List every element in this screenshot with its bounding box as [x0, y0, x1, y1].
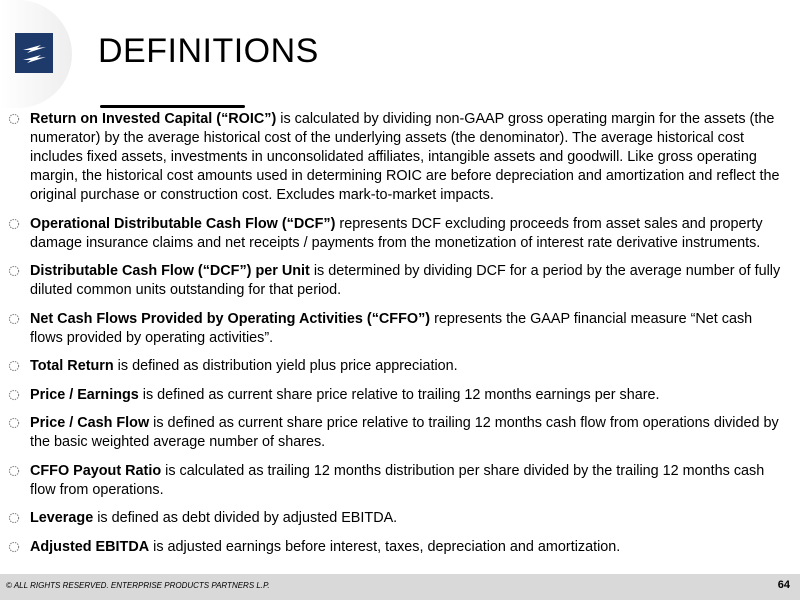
bullet-circle-icon [8, 360, 20, 372]
definition-term: CFFO Payout Ratio [30, 462, 162, 479]
definition-item [8, 310, 788, 348]
bullet-circle-icon [8, 313, 20, 325]
page-number: 64 [777, 579, 790, 591]
definition-text: is defined as current share price relative to trailing 12 months earnings per share. [138, 386, 660, 403]
definition-item [8, 509, 788, 528]
definition-text: is defined as current share price relative to trailing 12 months cash flow from operations divided by the basic weighted average number of shares. [30, 415, 779, 450]
copyright-notice: © ALL RIGHTS RESERVED. ENTERPRISE PRODUCTS PARTNERS L.P. [6, 581, 270, 590]
definition-item [8, 110, 788, 205]
bullet-circle-icon [8, 113, 20, 125]
definition-item [8, 262, 788, 300]
definition-term: Total Return [30, 358, 114, 374]
bullet-circle-icon [8, 465, 20, 477]
definition-term: Price / Earnings [30, 386, 139, 403]
definition-text: is defined as distribution yield plus price appreciation. [113, 358, 458, 374]
bullet-circle-icon [8, 417, 20, 429]
definition-item [8, 357, 788, 376]
definition-item [8, 414, 788, 452]
footer-bar [0, 574, 800, 600]
bullet-circle-icon [8, 389, 20, 401]
definition-term: Return on Invested Capital (“ROIC”) [30, 111, 277, 127]
definition-text: represents the GAAP financial measure “Net cash flows provided by operating activities”. [30, 310, 753, 346]
definition-item [8, 215, 788, 253]
definition-text: is calculated by dividing non-GAAP gross operating margin for the assets (the numerator) by the average historical cost of the underlying assets (the denominator). The average historical cost includes fixed assets, investments in unconsolidated affiliates, intangible assets and goodwill. Like gross operating margin, the historical cost amounts used in determining ROIC are before depreciation and amortization and reflect the original purchase or construction cost. Excludes mark-to-market impacts. [30, 111, 780, 203]
definition-item [8, 386, 788, 405]
title-underline [100, 105, 245, 108]
definition-term: Operational Distributable Cash Flow (“DCF”) [30, 215, 336, 232]
bullet-circle-icon [8, 218, 20, 230]
definition-text: is determined by dividing DCF for a period by the average number of fully diluted common units outstanding for that period. [30, 263, 781, 298]
definition-text: represents DCF excluding proceeds from asset sales and property damage insurance claims and net receipts / payments from the monetization of interest rate derivative instruments. [30, 215, 763, 251]
definition-term: Price / Cash Flow [30, 415, 150, 431]
definition-term: Distributable Cash Flow (“DCF”) per Unit [30, 263, 310, 279]
definition-item [8, 538, 788, 557]
definition-text: is defined as debt divided by adjusted EBITDA. [93, 510, 398, 526]
page-title: DEFINITIONS [98, 32, 319, 70]
definition-item [8, 462, 788, 500]
definition-text: is calculated as trailing 12 months distribution per share divided by the trailing 12 months cash flow from operations. [30, 462, 765, 498]
definition-term: Leverage [30, 510, 94, 526]
definition-term: Adjusted EBITDA [30, 538, 150, 555]
definition-text: is adjusted earnings before interest, taxes, depreciation and amortization. [149, 538, 621, 555]
bullet-circle-icon [8, 512, 20, 524]
definitions-list [8, 110, 788, 566]
bullet-circle-icon [8, 541, 20, 553]
definition-term: Net Cash Flows Provided by Operating Activities (“CFFO”) [30, 310, 431, 327]
company-logo-icon [15, 33, 53, 73]
bullet-circle-icon [8, 265, 20, 277]
